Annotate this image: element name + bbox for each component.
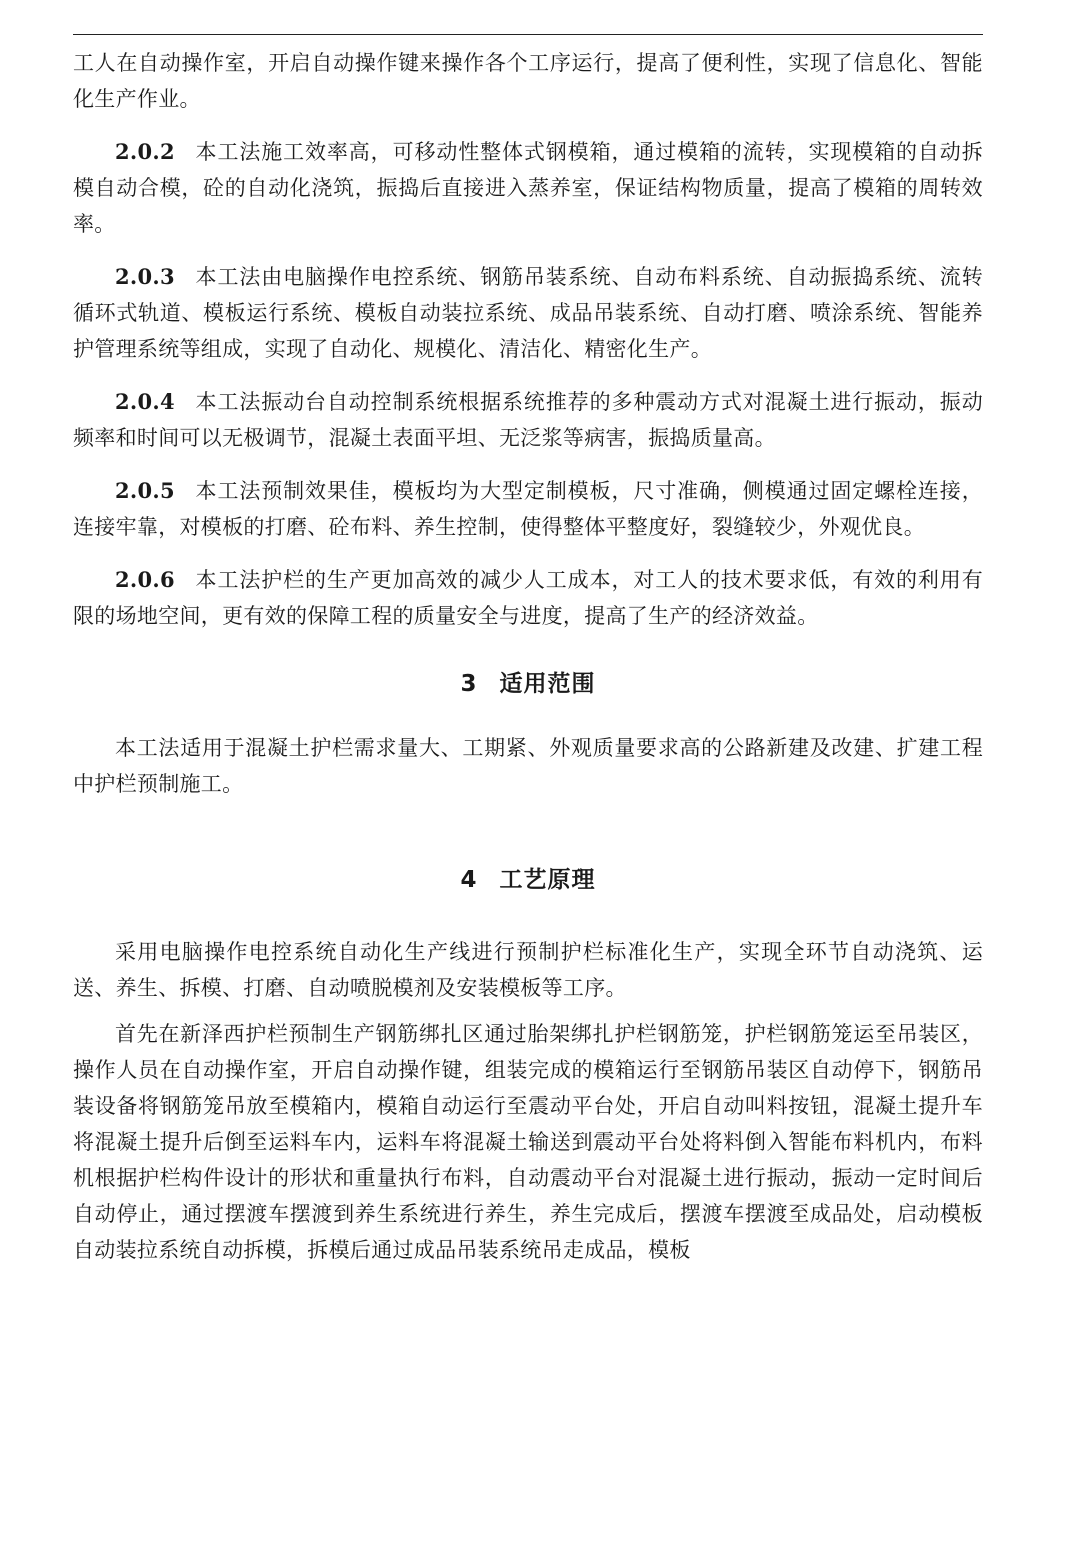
item-2-0-6 (73, 562, 983, 634)
item-2-0-2 (73, 134, 983, 242)
section-number: 4 (460, 867, 478, 893)
document-page (73, 45, 983, 1268)
section-3-paragraph: 本工法适用于混凝土护栏需求量大、工期紧、外观质量要求高的公路新建及改建、扩建工程中护栏预制施工。 (73, 736, 983, 796)
section-3-heading (73, 666, 983, 702)
section-number: 3 (460, 671, 478, 697)
item-text: 本工法振动台自动控制系统根据系统推荐的多种震动方式对混凝土进行振动，振动频率和时间可以无极调节，混凝土表面平坦、无泛浆等病害，振捣质量高。 (73, 390, 983, 450)
item-text: 本工法护栏的生产更加高效的减少人工成本，对工人的技术要求低，有效的利用有限的场地空间，更有效的保障工程的质量安全与进度，提高了生产的经济效益。 (73, 568, 983, 628)
section-4-heading (73, 862, 983, 898)
item-number: 2.0.3 (115, 264, 175, 289)
section-title: 适用范围 (499, 671, 596, 697)
item-number: 2.0.6 (115, 567, 175, 592)
item-2-0-5 (73, 473, 983, 545)
header-rule (73, 34, 983, 35)
section-title: 工艺原理 (499, 867, 596, 893)
item-2-0-4 (73, 384, 983, 456)
section-4-paragraph-2: 首先在新泽西护栏预制生产钢筋绑扎区通过胎架绑扎护栏钢筋笼，护栏钢筋笼运至吊装区，操作人员在自动操作室，开启自动操作键，组装完成的模箱运行至钢筋吊装区自动停下，钢筋吊装设备将钢筋笼吊放至模箱内，模箱自动运行至震动平台处，开启自动叫料按钮，混凝土提升车将混凝土提升后倒至运料车内，运料车将混凝土输送到震动平台处将料倒入智能布料机内，布料机根据护栏构件设计的形状和重量执行布料，自动震动平台对混凝土进行振动，振动一定时间后自动停止，通过摆渡车摆渡到养生系统进行养生，养生完成后，摆渡车摆渡至成品处，启动模板自动装拉系统自动拆模，拆模后通过成品吊装系统吊走成品，模板 (73, 1022, 983, 1262)
item-text: 本工法由电脑操作电控系统、钢筋吊装系统、自动布料系统、自动振捣系统、流转循环式轨道、模板运行系统、模板自动装拉系统、成品吊装系统、自动打磨、喷涂系统、智能养护管理系统等组成，实现了自动化、规模化、清洁化、精密化生产。 (73, 265, 983, 361)
section-4-paragraph-1: 采用电脑操作电控系统自动化生产线进行预制护栏标准化生产，实现全环节自动浇筑、运送、养生、拆模、打磨、自动喷脱模剂及安装模板等工序。 (73, 940, 983, 1000)
item-2-0-3 (73, 259, 983, 367)
item-text: 本工法预制效果佳，模板均为大型定制模板，尺寸准确，侧模通过固定螺栓连接，连接牢靠，对模板的打磨、砼布料、养生控制，使得整体平整度好，裂缝较少，外观优良。 (73, 479, 983, 539)
item-number: 2.0.4 (115, 389, 175, 414)
continuation-paragraph: 工人在自动操作室，开启自动操作键来操作各个工序运行，提高了便利性，实现了信息化、智能化生产作业。 (73, 51, 983, 111)
item-number: 2.0.2 (115, 139, 175, 164)
item-number: 2.0.5 (115, 478, 175, 503)
item-text: 本工法施工效率高，可移动性整体式钢模箱，通过模箱的流转，实现模箱的自动拆模自动合模，砼的自动化浇筑，振捣后直接进入蒸养室，保证结构物质量，提高了模箱的周转效率。 (73, 140, 983, 236)
